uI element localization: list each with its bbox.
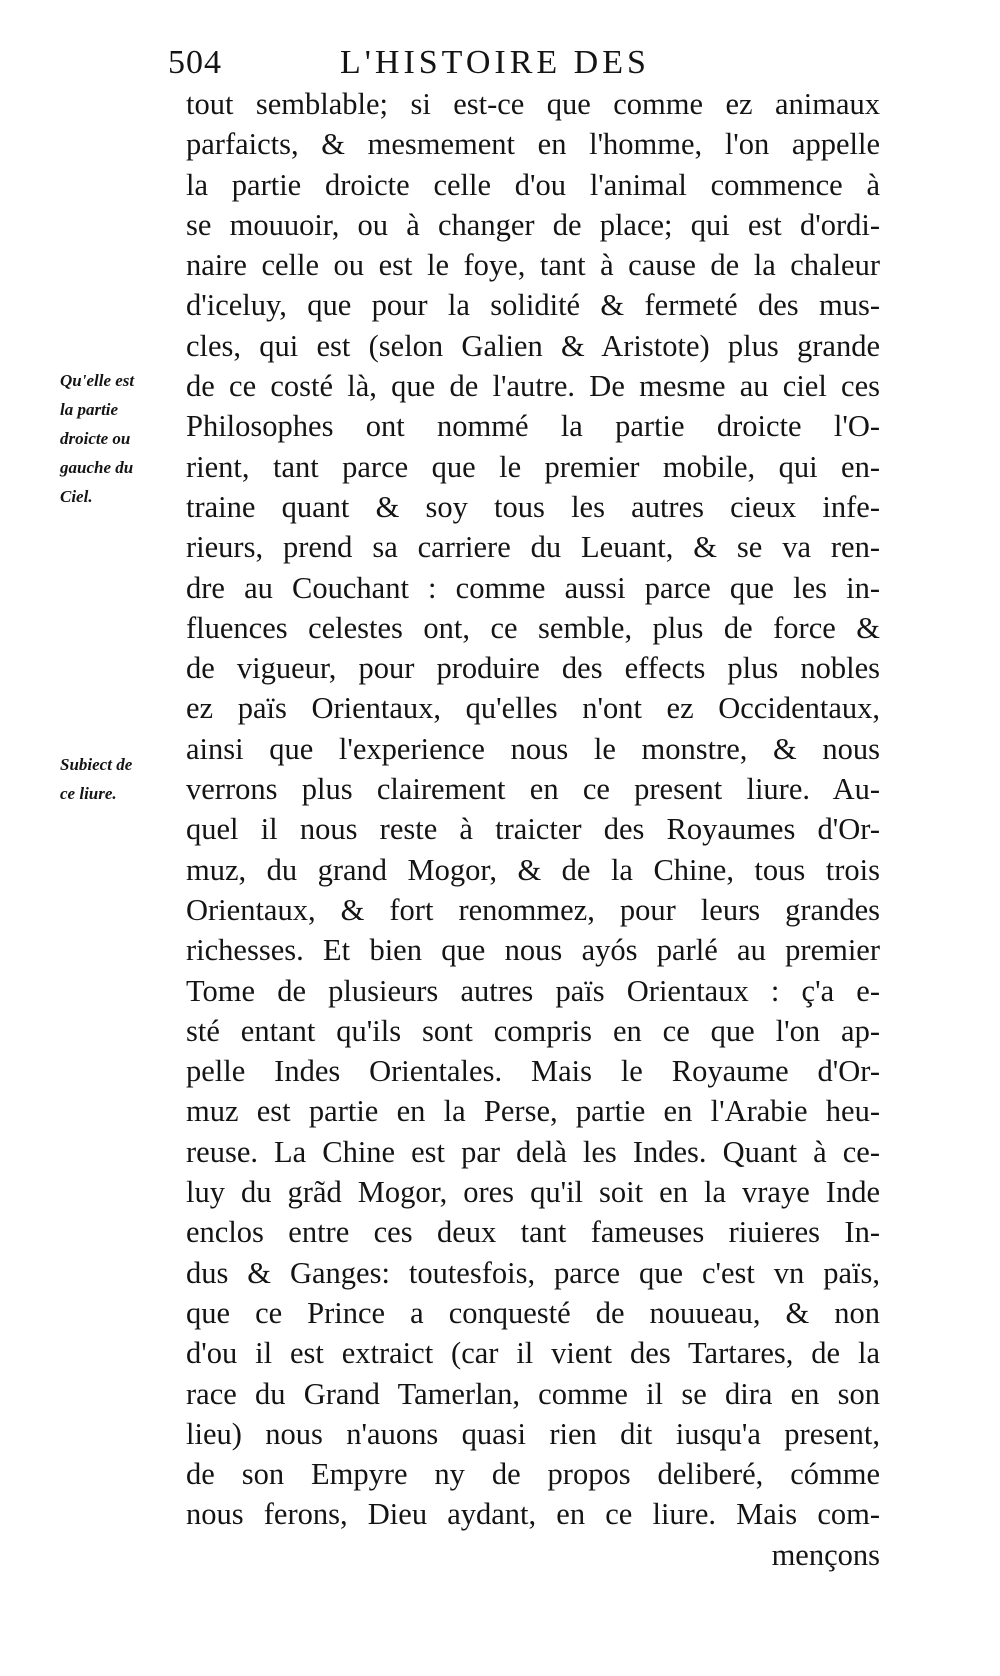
text-line: de ce costé là, que de l'autre. De mesme au ciel ces [186,369,880,404]
margin-note-subject-of-book [60,750,178,808]
text-line: nous ferons, Dieu aydant, en ce liure. Mais com- [186,1497,880,1532]
text-line: de son Empyre ny de propos deliberé, cómme [186,1457,880,1492]
text-line: dre au Couchant : comme aussi parce que les in- [186,570,880,605]
text-line: se mouuoir, ou à changer de place; qui est d'ordi- [186,207,880,242]
text-line: lieu) nous n'auons quasi rien dit iusqu'a present, [186,1416,880,1451]
text-line: cles, qui est (selon Galien & Aristote) plus grande [186,328,880,363]
body-text [186,84,880,1575]
text-line: muz, du grand Mogor, & de la Chine, tous trois [186,852,880,887]
text-line: traine quant & soy tous les autres cieux infe- [186,489,880,524]
text-line: rieurs, prend sa carriere du Leuant, & se va ren- [186,530,880,565]
text-line: quel il nous reste à traicter des Royaumes d'Or- [186,812,880,847]
text-line: muz est partie en la Perse, partie en l'Arabie heu- [186,1094,880,1129]
text-line: fluences celestes ont, ce semble, plus de force & [186,610,880,645]
text-line: que ce Prince a conquesté de nouueau, & non [186,1295,880,1330]
page-header [160,44,800,84]
text-line: d'ou il est extraict (car il vient des Tartares, de la [186,1336,880,1371]
text-line: ez païs Orientaux, qu'elles n'ont ez Occidentaux, [186,691,880,726]
margin-note-line: Ciel. [60,487,93,506]
text-line: Philosophes ont nommé la partie droicte l'O- [186,409,880,444]
text-line: race du Grand Tamerlan, comme il se dira en son [186,1376,880,1411]
text-line: pelle Indes Orientales. Mais le Royaume d'Or- [186,1054,880,1089]
text-line: sté entant qu'ils sont compris en ce que l'on ap- [186,1013,880,1048]
text-line: richesses. Et bien que nous ayós parlé au premier [186,933,880,968]
text-line: rient, tant parce que le premier mobile, qui en- [186,449,880,484]
text-line: Tome de plusieurs autres païs Orientaux : ç'a e- [186,973,880,1008]
text-line: reuse. La Chine est par delà les Indes. Quant à ce- [186,1134,880,1169]
text-line: d'iceluy, que pour la solidité & fermeté des mus- [186,288,880,323]
text-line: Orientaux, & fort renommez, pour leurs grandes [186,892,880,927]
margin-note-line: Qu'elle est [60,371,135,390]
text-line: tout semblable; si est-ce que comme ez animaux [186,87,880,121]
text-line: dus & Ganges: toutesfois, parce que c'est vn païs, [186,1255,880,1290]
margin-note-line: Subiect de [60,755,133,774]
margin-note-line: droicte ou [60,429,131,448]
running-title: L'HISTOIRE DES [340,44,650,81]
text-line: enclos entre ces deux tant fameuses riuieres In- [186,1215,880,1250]
margin-note-line: ce liure. [60,784,117,803]
text-line: de vigueur, pour produire des effects plus nobles [186,651,880,686]
text-line: verrons plus clairement en ce present liure. Au- [186,772,880,807]
text-line: parfaicts, & mesmement en l'homme, l'on appelle [186,127,880,162]
catchword: mençons [771,1537,880,1572]
text-line: ainsi que l'experience nous le monstre, & nous [186,731,880,766]
text-line: naire celle ou est le foye, tant à cause de la chaleur [186,248,880,283]
margin-note-line: gauche du [60,458,134,477]
text-line: la partie droicte celle d'ou l'animal commence à [186,167,880,202]
text-line: luy du grãd Mogor, ores qu'il soit en la vraye Inde [186,1175,880,1210]
margin-note-right-or-left-of-heaven [60,366,178,511]
margin-note-line: la partie [60,400,119,419]
page-number: 504 [168,44,222,81]
